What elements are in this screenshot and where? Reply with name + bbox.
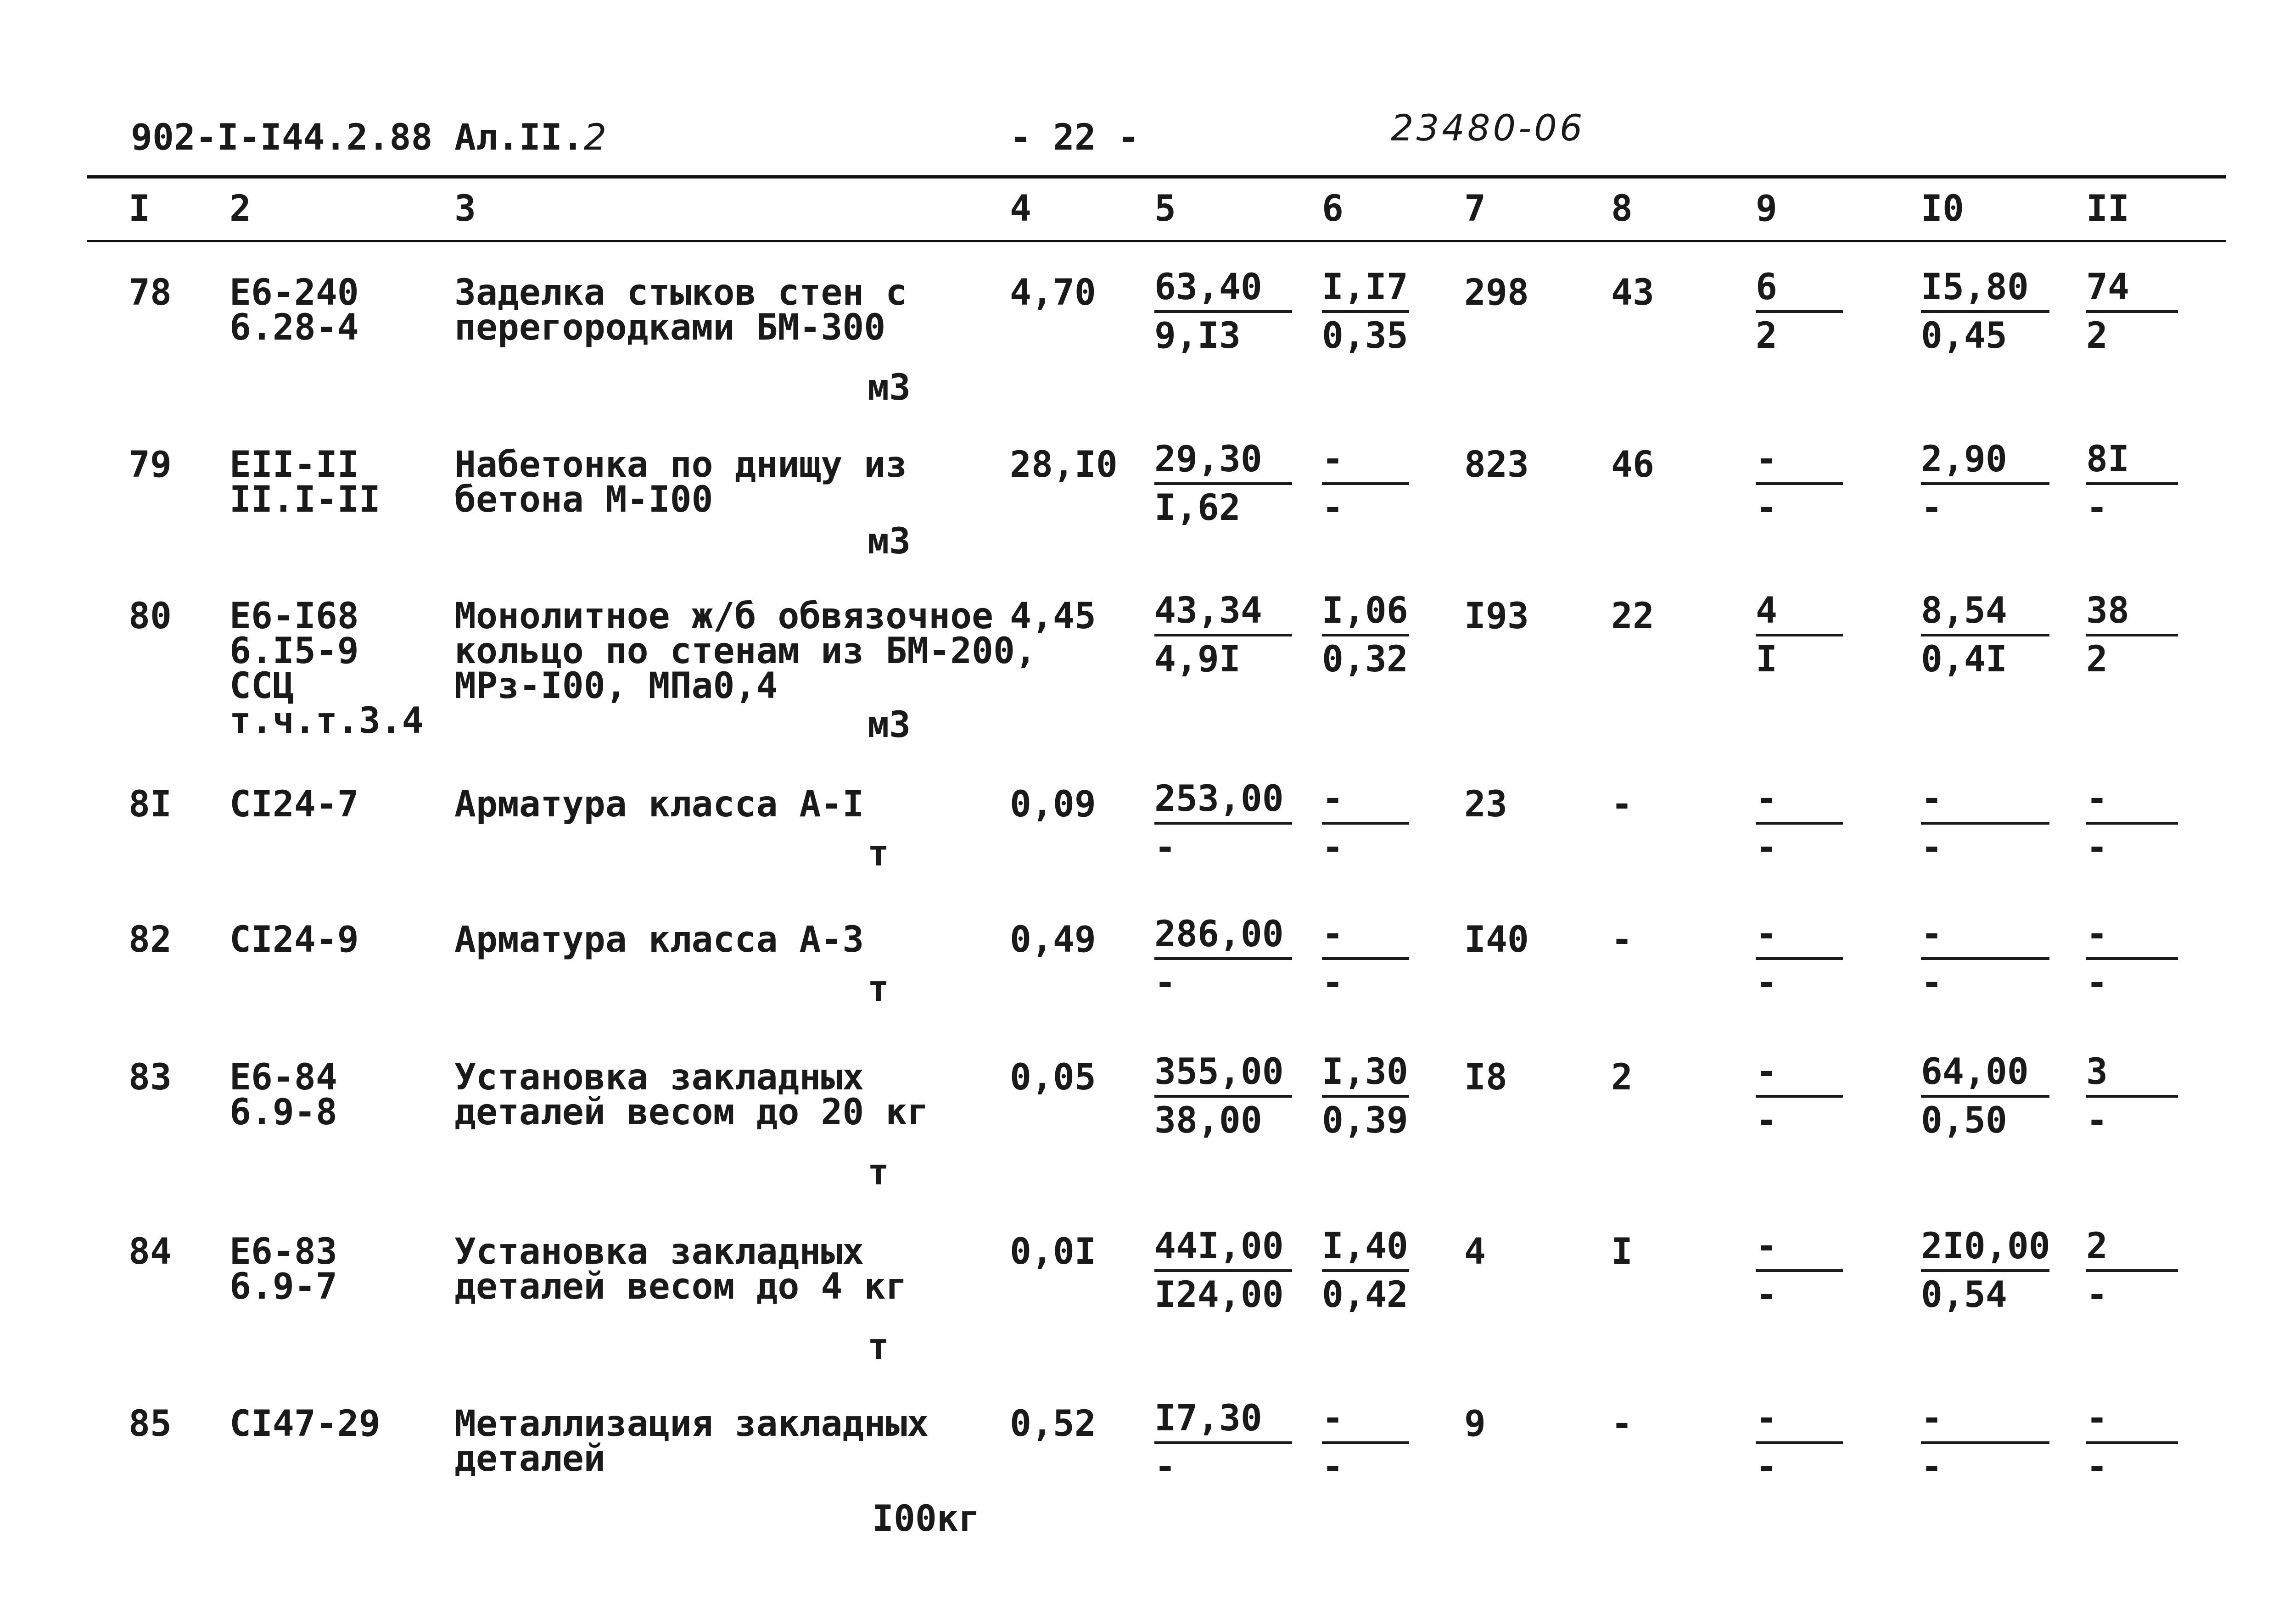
- cost-col10-fraction: [1921, 590, 2049, 681]
- unit-cost-fraction-numerator: 44I,00: [1154, 1225, 1292, 1272]
- cost-col6-fraction-denominator: 0,39: [1322, 1100, 1408, 1141]
- work-description: [454, 1231, 907, 1307]
- cost-col10-fraction-numerator: -: [1921, 1397, 2049, 1444]
- row-number: 82: [129, 919, 172, 960]
- cost-col9-fraction-numerator: -: [1756, 1225, 1843, 1272]
- cost-col9-fraction-numerator: -: [1756, 778, 1843, 825]
- table-top-rule: [87, 175, 2226, 179]
- cost-col9-fraction: [1756, 438, 1843, 529]
- norm-code-line: Е6-240: [230, 272, 359, 313]
- unit-cost-fraction: [1154, 438, 1292, 529]
- row-number: 8I: [129, 784, 172, 825]
- row-number: 85: [129, 1403, 172, 1445]
- unit-cost-fraction-denominator: I24,00: [1154, 1274, 1284, 1316]
- cost-col10-fraction-denominator: -: [1921, 487, 1943, 529]
- cost-col11-fraction: [2086, 913, 2178, 1004]
- cost-col8: 22: [1611, 596, 1654, 637]
- quantity: 0,05: [1010, 1057, 1096, 1098]
- cost-col11-fraction: [2086, 590, 2178, 681]
- cost-col10-fraction-denominator: 0,50: [1921, 1100, 2007, 1141]
- cost-col6-fraction-denominator: 0,35: [1322, 315, 1408, 357]
- cost-col9-fraction: [1756, 1397, 1843, 1488]
- column-number: 6: [1322, 188, 1344, 229]
- quantity: 4,70: [1010, 272, 1096, 313]
- norm-code-line: Е6-84: [230, 1057, 337, 1098]
- norm-code-line: СI24-9: [230, 919, 359, 960]
- unit-cost-fraction-numerator: 355,00: [1154, 1051, 1292, 1098]
- norm-code-line: 6.9-7: [230, 1266, 337, 1307]
- unit-cost-fraction-numerator: 63,40: [1154, 266, 1292, 313]
- column-number: 2: [230, 188, 251, 229]
- work-description: [454, 444, 907, 520]
- cost-col8: 46: [1611, 444, 1654, 486]
- row-number: 83: [129, 1057, 172, 1098]
- cost-col6-fraction-denominator: -: [1322, 487, 1344, 529]
- norm-code: [230, 784, 359, 825]
- column-number: 3: [454, 188, 476, 229]
- cost-col9-fraction: [1756, 913, 1843, 1004]
- cost-col11-fraction: [2086, 1051, 2178, 1142]
- norm-code-line: Е6-83: [230, 1231, 337, 1272]
- cost-col10-fraction: [1921, 778, 2049, 869]
- cost-col9-fraction-numerator: -: [1756, 438, 1843, 485]
- unit-cost-fraction-numerator: 286,00: [1154, 913, 1292, 960]
- album-label: [454, 117, 609, 158]
- unit-of-measure: т: [868, 833, 889, 874]
- work-description-line: перегородками БМ-300: [454, 307, 886, 348]
- unit-cost-fraction: [1154, 1051, 1292, 1142]
- norm-code-line: II.I-II: [230, 479, 381, 520]
- cost-col6-fraction-numerator: I,40: [1322, 1225, 1409, 1272]
- norm-code: [230, 1231, 337, 1307]
- norm-code: [230, 596, 424, 742]
- quantity: 0,52: [1010, 1403, 1096, 1445]
- column-number: 4: [1010, 188, 1031, 229]
- column-number: 5: [1154, 188, 1176, 229]
- norm-code-line: СI24-7: [230, 784, 359, 825]
- row-number: 79: [129, 444, 172, 486]
- cost-col10-fraction: [1921, 438, 2049, 529]
- cost-col10-fraction: [1921, 266, 2049, 357]
- cost-col10-fraction-numerator: -: [1921, 778, 2049, 825]
- cost-col6-fraction-numerator: -: [1322, 913, 1409, 960]
- work-description-line: Набетонка по днищу из: [454, 444, 907, 486]
- quantity: 0,0I: [1010, 1231, 1096, 1272]
- unit-cost-fraction: [1154, 913, 1292, 1004]
- work-description-line: МРз-I00, МПа0,4: [454, 665, 778, 707]
- work-description-line: деталей весом до 4 кг: [454, 1266, 907, 1307]
- cost-col10-fraction-denominator: -: [1921, 827, 1943, 868]
- norm-code-line: ССЦ: [230, 665, 294, 707]
- norm-code: [230, 1057, 337, 1133]
- unit-of-measure: т: [868, 968, 889, 1010]
- norm-code-line: т.ч.т.3.4: [230, 700, 424, 742]
- unit-cost-fraction-numerator: 43,34: [1154, 590, 1292, 636]
- cost-col7: I40: [1464, 919, 1529, 960]
- cost-col6-fraction-denominator: -: [1322, 827, 1344, 868]
- norm-code-line: СI47-29: [230, 1403, 381, 1445]
- cost-col7: 4: [1464, 1231, 1486, 1272]
- cost-col8: -: [1611, 784, 1633, 825]
- unit-cost-fraction: [1154, 1397, 1292, 1488]
- column-number: 8: [1611, 188, 1633, 229]
- cost-col10-fraction-denominator: 0,4I: [1921, 639, 2007, 680]
- unit-of-measure: т: [868, 1326, 889, 1367]
- work-description-line: бетона М-I00: [454, 479, 713, 520]
- cost-col7: 23: [1464, 784, 1507, 825]
- unit-cost-fraction-denominator: I,62: [1154, 487, 1241, 529]
- cost-col9-fraction: [1756, 590, 1843, 681]
- unit-of-measure: I00кг: [872, 1498, 980, 1540]
- column-number: 7: [1464, 188, 1486, 229]
- cost-col11-fraction-numerator: 8I: [2086, 438, 2178, 485]
- cost-col10-fraction: [1921, 1051, 2049, 1142]
- cost-col11-fraction: [2086, 778, 2178, 869]
- cost-col9-fraction-numerator: 4: [1756, 590, 1843, 636]
- work-description: [454, 596, 1036, 707]
- work-description-line: Заделка стыков стен с: [454, 272, 907, 313]
- cost-col11-fraction-numerator: -: [2086, 1397, 2178, 1444]
- cost-col9-fraction: [1756, 1051, 1843, 1142]
- quantity: 0,49: [1010, 919, 1096, 960]
- cost-col7: I8: [1464, 1057, 1507, 1098]
- unit-cost-fraction-denominator: 9,I3: [1154, 315, 1241, 357]
- cost-col9-fraction: [1756, 778, 1843, 869]
- cost-col7: 823: [1464, 444, 1529, 486]
- inventory-number: 23480-06: [1391, 108, 1585, 149]
- work-description: [454, 1057, 929, 1133]
- unit-cost-fraction: [1154, 778, 1292, 869]
- cost-col7: I93: [1464, 596, 1529, 637]
- norm-code-line: ЕII-II: [230, 444, 359, 486]
- cost-col8: -: [1611, 919, 1633, 960]
- unit-of-measure: т: [868, 1152, 889, 1193]
- cost-col9-fraction-denominator: I: [1756, 639, 1777, 680]
- cost-col10-fraction-numerator: 64,00: [1921, 1051, 2049, 1098]
- unit-of-measure: м3: [868, 704, 911, 746]
- column-number: 9: [1756, 188, 1777, 229]
- cost-col9-fraction: [1756, 1225, 1843, 1316]
- cost-col6-fraction: [1322, 913, 1409, 1004]
- work-description: [454, 1403, 929, 1479]
- row-number: 80: [129, 596, 172, 637]
- unit-of-measure: м3: [868, 367, 911, 408]
- cost-col6-fraction-numerator: -: [1322, 778, 1409, 825]
- norm-code: [230, 919, 359, 960]
- cost-col6-fraction-numerator: I,I7: [1322, 266, 1409, 313]
- cost-col9-fraction: [1756, 266, 1843, 357]
- cost-col6-fraction-denominator: -: [1322, 1446, 1344, 1488]
- cost-col11-fraction-denominator: -: [2086, 1100, 2108, 1141]
- unit-cost-fraction-denominator: -: [1154, 1446, 1176, 1488]
- cost-col9-fraction-denominator: -: [1756, 1100, 1777, 1141]
- cost-col6-fraction-numerator: I,06: [1322, 590, 1409, 636]
- cost-col7: 9: [1464, 1403, 1486, 1445]
- norm-code-line: 6.28-4: [230, 307, 359, 348]
- norm-code-line: 6.I5-9: [230, 631, 359, 672]
- cost-col11-fraction-numerator: 3: [2086, 1051, 2178, 1098]
- unit-cost-fraction-denominator: 38,00: [1154, 1100, 1262, 1141]
- cost-col11-fraction-numerator: 74: [2086, 266, 2178, 313]
- cost-col9-fraction-numerator: 6: [1756, 266, 1843, 313]
- cost-col11-fraction-denominator: -: [2086, 962, 2108, 1004]
- work-description-line: кольцо по стенам из БМ-200,: [454, 631, 1036, 672]
- cost-col10-fraction-numerator: 8,54: [1921, 590, 2049, 636]
- cost-col8: I: [1611, 1231, 1633, 1272]
- cost-col10-fraction: [1921, 1225, 2049, 1316]
- cost-col8: -: [1611, 1403, 1633, 1445]
- unit-cost-fraction: [1154, 590, 1292, 681]
- cost-col11-fraction-denominator: -: [2086, 487, 2108, 529]
- cost-col6-fraction: [1322, 438, 1409, 529]
- cost-col11-fraction-numerator: 38: [2086, 590, 2178, 636]
- work-description: [454, 919, 864, 960]
- cost-col9-fraction-denominator: 2: [1756, 315, 1777, 357]
- norm-code-line: 6.9-8: [230, 1092, 337, 1133]
- cost-col6-fraction: [1322, 1225, 1409, 1316]
- norm-code-line: Е6-I68: [230, 596, 359, 637]
- work-description-line: Установка закладных: [454, 1231, 864, 1272]
- unit-of-measure: м3: [868, 521, 911, 562]
- cost-col6-fraction-denominator: 0,42: [1322, 1274, 1408, 1316]
- work-description-line: деталей весом до 20 кг: [454, 1092, 929, 1133]
- page-number: - 22 -: [1010, 117, 1139, 158]
- work-description-line: Арматура класса А-3: [454, 919, 864, 960]
- cost-col11-fraction-numerator: -: [2086, 778, 2178, 825]
- cost-col11-fraction-numerator: 2: [2086, 1225, 2178, 1272]
- cost-col8: 2: [1611, 1057, 1633, 1098]
- cost-col11-fraction: [2086, 1397, 2178, 1488]
- album-number: 2: [583, 117, 610, 158]
- unit-cost-fraction-denominator: -: [1154, 827, 1176, 868]
- cost-col11-fraction-numerator: -: [2086, 913, 2178, 960]
- cost-col9-fraction-denominator: -: [1756, 1274, 1777, 1316]
- work-description-line: деталей: [454, 1438, 605, 1479]
- cost-col10-fraction-denominator: 0,54: [1921, 1274, 2007, 1316]
- cost-col10-fraction-numerator: 2,90: [1921, 438, 2049, 485]
- cost-col6-fraction-denominator: -: [1322, 962, 1344, 1004]
- cost-col9-fraction-numerator: -: [1756, 1051, 1843, 1098]
- work-description-line: Монолитное ж/б обвязочное: [454, 596, 993, 637]
- norm-code: [230, 444, 381, 520]
- work-description: [454, 784, 864, 825]
- cost-col10-fraction-numerator: I5,80: [1921, 266, 2049, 313]
- quantity: 28,I0: [1010, 444, 1118, 486]
- quantity: 0,09: [1010, 784, 1096, 825]
- cost-col10-fraction-numerator: -: [1921, 913, 2049, 960]
- unit-cost-fraction: [1154, 266, 1292, 357]
- cost-col9-fraction-numerator: -: [1756, 913, 1843, 960]
- cost-col6-fraction: [1322, 1051, 1409, 1142]
- unit-cost-fraction-numerator: 29,30: [1154, 438, 1292, 485]
- cost-col9-fraction-numerator: -: [1756, 1397, 1843, 1444]
- cost-col11-fraction-denominator: -: [2086, 1274, 2108, 1316]
- cost-col10-fraction: [1921, 913, 2049, 1004]
- cost-col11-fraction-denominator: 2: [2086, 639, 2108, 680]
- cost-col9-fraction-denominator: -: [1756, 962, 1777, 1004]
- cost-col6-fraction-denominator: 0,32: [1322, 639, 1408, 680]
- cost-col10-fraction-denominator: -: [1921, 962, 1943, 1004]
- column-number: I0: [1921, 188, 1964, 229]
- column-number: I: [129, 188, 150, 229]
- work-description: [454, 272, 907, 348]
- unit-cost-fraction: [1154, 1225, 1292, 1316]
- cost-col6-fraction-numerator: -: [1322, 438, 1409, 485]
- norm-code: [230, 1403, 381, 1445]
- cost-col10-fraction-denominator: -: [1921, 1446, 1943, 1488]
- document-code: 902-I-I44.2.88: [131, 117, 433, 158]
- cost-col11-fraction: [2086, 438, 2178, 529]
- cost-col7: 298: [1464, 272, 1529, 313]
- unit-cost-fraction-numerator: 253,00: [1154, 778, 1292, 825]
- norm-code: [230, 272, 359, 348]
- table-header-rule: [87, 240, 2226, 242]
- work-description-line: Арматура класса А-I: [454, 784, 864, 825]
- row-number: 84: [129, 1231, 172, 1272]
- cost-col6-fraction: [1322, 1397, 1409, 1488]
- cost-col6-fraction: [1322, 266, 1409, 357]
- cost-col9-fraction-denominator: -: [1756, 1446, 1777, 1488]
- cost-col11-fraction: [2086, 266, 2178, 357]
- cost-col6-fraction-numerator: -: [1322, 1397, 1409, 1444]
- unit-cost-fraction-denominator: -: [1154, 962, 1176, 1004]
- cost-col6-fraction-numerator: I,30: [1322, 1051, 1409, 1098]
- quantity: 4,45: [1010, 596, 1096, 637]
- work-description-line: Установка закладных: [454, 1057, 864, 1098]
- cost-col11-fraction-denominator: -: [2086, 827, 2108, 868]
- cost-col6-fraction: [1322, 590, 1409, 681]
- column-number: II: [2086, 188, 2129, 229]
- unit-cost-fraction-denominator: 4,9I: [1154, 639, 1241, 680]
- cost-col9-fraction-denominator: -: [1756, 827, 1777, 868]
- album-prefix: Ал.II.: [454, 117, 584, 158]
- work-description-line: Металлизация закладных: [454, 1403, 929, 1445]
- unit-cost-fraction-numerator: I7,30: [1154, 1397, 1292, 1444]
- cost-col11-fraction-denominator: -: [2086, 1446, 2108, 1488]
- cost-col9-fraction-denominator: -: [1756, 487, 1777, 529]
- cost-col11-fraction: [2086, 1225, 2178, 1316]
- cost-col6-fraction: [1322, 778, 1409, 869]
- cost-col10-fraction: [1921, 1397, 2049, 1488]
- cost-col10-fraction-denominator: 0,45: [1921, 315, 2007, 357]
- cost-col8: 43: [1611, 272, 1654, 313]
- cost-col11-fraction-denominator: 2: [2086, 315, 2108, 357]
- cost-col10-fraction-numerator: 2I0,00: [1921, 1225, 2049, 1272]
- row-number: 78: [129, 272, 172, 313]
